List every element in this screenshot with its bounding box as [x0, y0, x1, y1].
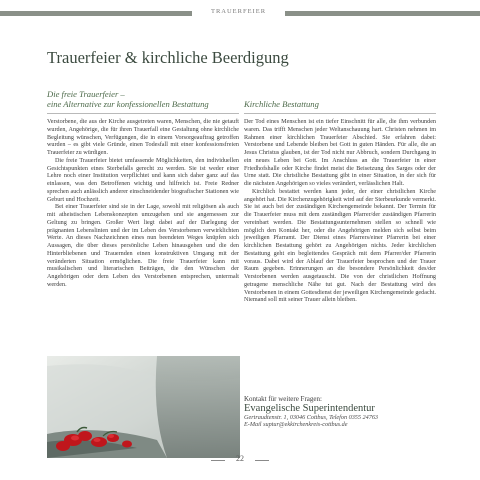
contact-intro: Kontakt für weitere Fragen:	[244, 395, 322, 403]
page-title: Trauerfeier & kirchliche Beerdigung	[47, 48, 289, 67]
right-paragraph-2: Kirchlich bestattet werden kann jeder, der einer christlichen Kirche angehört hat. Die Kirchenzugehörigkeit wird auf der Sterbeurkunde vermerkt. Sie ist auch bei der zuständigen Kirchengemeinde bekannt. Der Termin für die Trauerfeier muss mit dem zuständigen Pfarrer/der zuständigen Pfarrerin vereinbart werden. Die Bestattungsunternehmen stellen so schnell wie möglich den Kontakt her, oder die Angehörigen melden sich selbst beim jeweiligen Pfarramt. Der Dienst eines Pfarrers/einer Pfarrerin bei einer kirchlichen Bestattung gehört zu Angehörigen nichts. Jeder kirchlichen Bestattung geht ein begleitendes Gespräch mit dem Pfarrer/der Pfarrerin voraus. Dabei wird der Ablauf der Trauerfeier besprochen und der Trauer Raum gegeben. Erinnerungen an die besondere Persönlichkeit des/der Verstorbenen werden ausgetauscht. Die von der christlichen Hoffnung getragene menschliche Nähe tut gut. Nach der Bestattung wird des Verstorbenen in einem Gottesdienst der jeweiligen Kirchengemeinde gedacht. Niemand soll mit seiner Trauer allein bleiben.	[244, 188, 436, 304]
page-footer	[0, 454, 480, 466]
contact-block	[244, 395, 438, 429]
right-column	[244, 90, 436, 305]
footer-rule-right	[255, 460, 269, 461]
left-paragraph-2: Die freie Trauerfeier bietet umfassende Möglichkeiten, den individuellen Gesichtspunkten eines Sterbefalls gerecht zu werden. Sie ist weder einer Lehre noch einer Institution verpflichtet und kann sich daher ganz auf das einlassen, was den Betroffenen wichtig und hilfreich ist. Freie Redner sprechen auch anlässlich anderer einschneidender biografischer Stationen wie Geburt und Hochzeit.	[47, 157, 239, 203]
left-subtitle-line1: Die freie Trauerfeier –	[47, 89, 125, 99]
left-subtitle	[47, 90, 239, 109]
section-label: TRAUERFEIER	[210, 8, 267, 15]
contact-email[interactable]: E-Mail suptur@ekkirchenkreis-cottbus.de	[244, 421, 348, 429]
roses-photo-illustration	[47, 356, 240, 458]
right-paragraph-1: Der Tod eines Menschen ist ein tiefer Einschnitt für alle, die ihm verbunden waren. Das trifft Menschen jeder Weltanschauung hart. Christen nehmen im Rahmen einer kirchlichen Trauerfeier Abschied. Sie erfahren dabei: Verstorbene und Lebende bleiben bei Gott in guten Händen. Für alle, die an Jesus Christus glauben, ist der Tod nicht nur Abbruch, sondern Durchgang in ein neues Leben bei Gott. Im Anschluss an die Trauerfeier in einer Friedhofshalle oder Kirche findet meist die Beisetzung des Sarges oder der Urne statt. Die christliche Bestattung gibt in einer Situation, in der sich für die nächsten Angehörigen so vieles verändert, verlässlichen Halt.	[244, 119, 436, 187]
right-subtitle-text: Kirchliche Bestattung	[244, 98, 319, 109]
header-bar-right	[285, 11, 480, 16]
left-subtitle-line2: eine Alternative zur konfessionellen Bestattung	[47, 98, 209, 109]
right-divider	[244, 113, 436, 114]
roses-on-grave-photo	[47, 356, 240, 458]
right-subtitle	[244, 90, 436, 109]
left-paragraph-3: Bei einer Trauerfeier sind sie in der Lage, sowohl mit religiösen als auch mit atheistischen Lebenskonzepten umzugehen und sie angemessen zur Geltung zu bringen. Großer Wert liegt dabei auf der Darlegung der prägnanten Lebenslinien und der im Leben des Verstorbenen verwirklichten Werte. An dieses Nachzeichnen eines nun beendeten Weges knüpfen sich Aussagen, die über dieses persönliche Leben hinausgehen und die den Hinterbliebenen und Trauernden einen konstruktiven Umgang mit der veränderten Situation ermöglichen. Die freie Trauerfeier kann mit musikalischen und literarischen Beiträgen, die den Wünschen der Angehörigen oder dem Leben des Verstorbenen entsprechen, untermalt werden.	[47, 204, 239, 288]
footer-rule-left	[211, 460, 225, 461]
contact-organization: Evangelische Superintendentur	[244, 403, 375, 414]
page-number: 22	[236, 454, 244, 463]
left-divider	[47, 113, 239, 114]
contact-address: Gertraudtenstr. 1, 03046 Cottbus, Telefon 0355 24763	[244, 414, 379, 421]
left-paragraph-1: Verstorbene, die aus der Kirche ausgetreten waren, Menschen, die nie getauft wurden, Angehörige, die für ihren Trauerfall eine Gestaltung ohne kirchliche Begleitung wünschen, Verfügungen, die in einem Vorsorgeauftrag getroffen wurden – es gibt viele Gründe, einen Todesfall mit einer konfessionsfreien Trauerfeier zu würdigen.	[47, 119, 239, 156]
header-bar-left	[0, 11, 192, 16]
left-column	[47, 90, 239, 290]
